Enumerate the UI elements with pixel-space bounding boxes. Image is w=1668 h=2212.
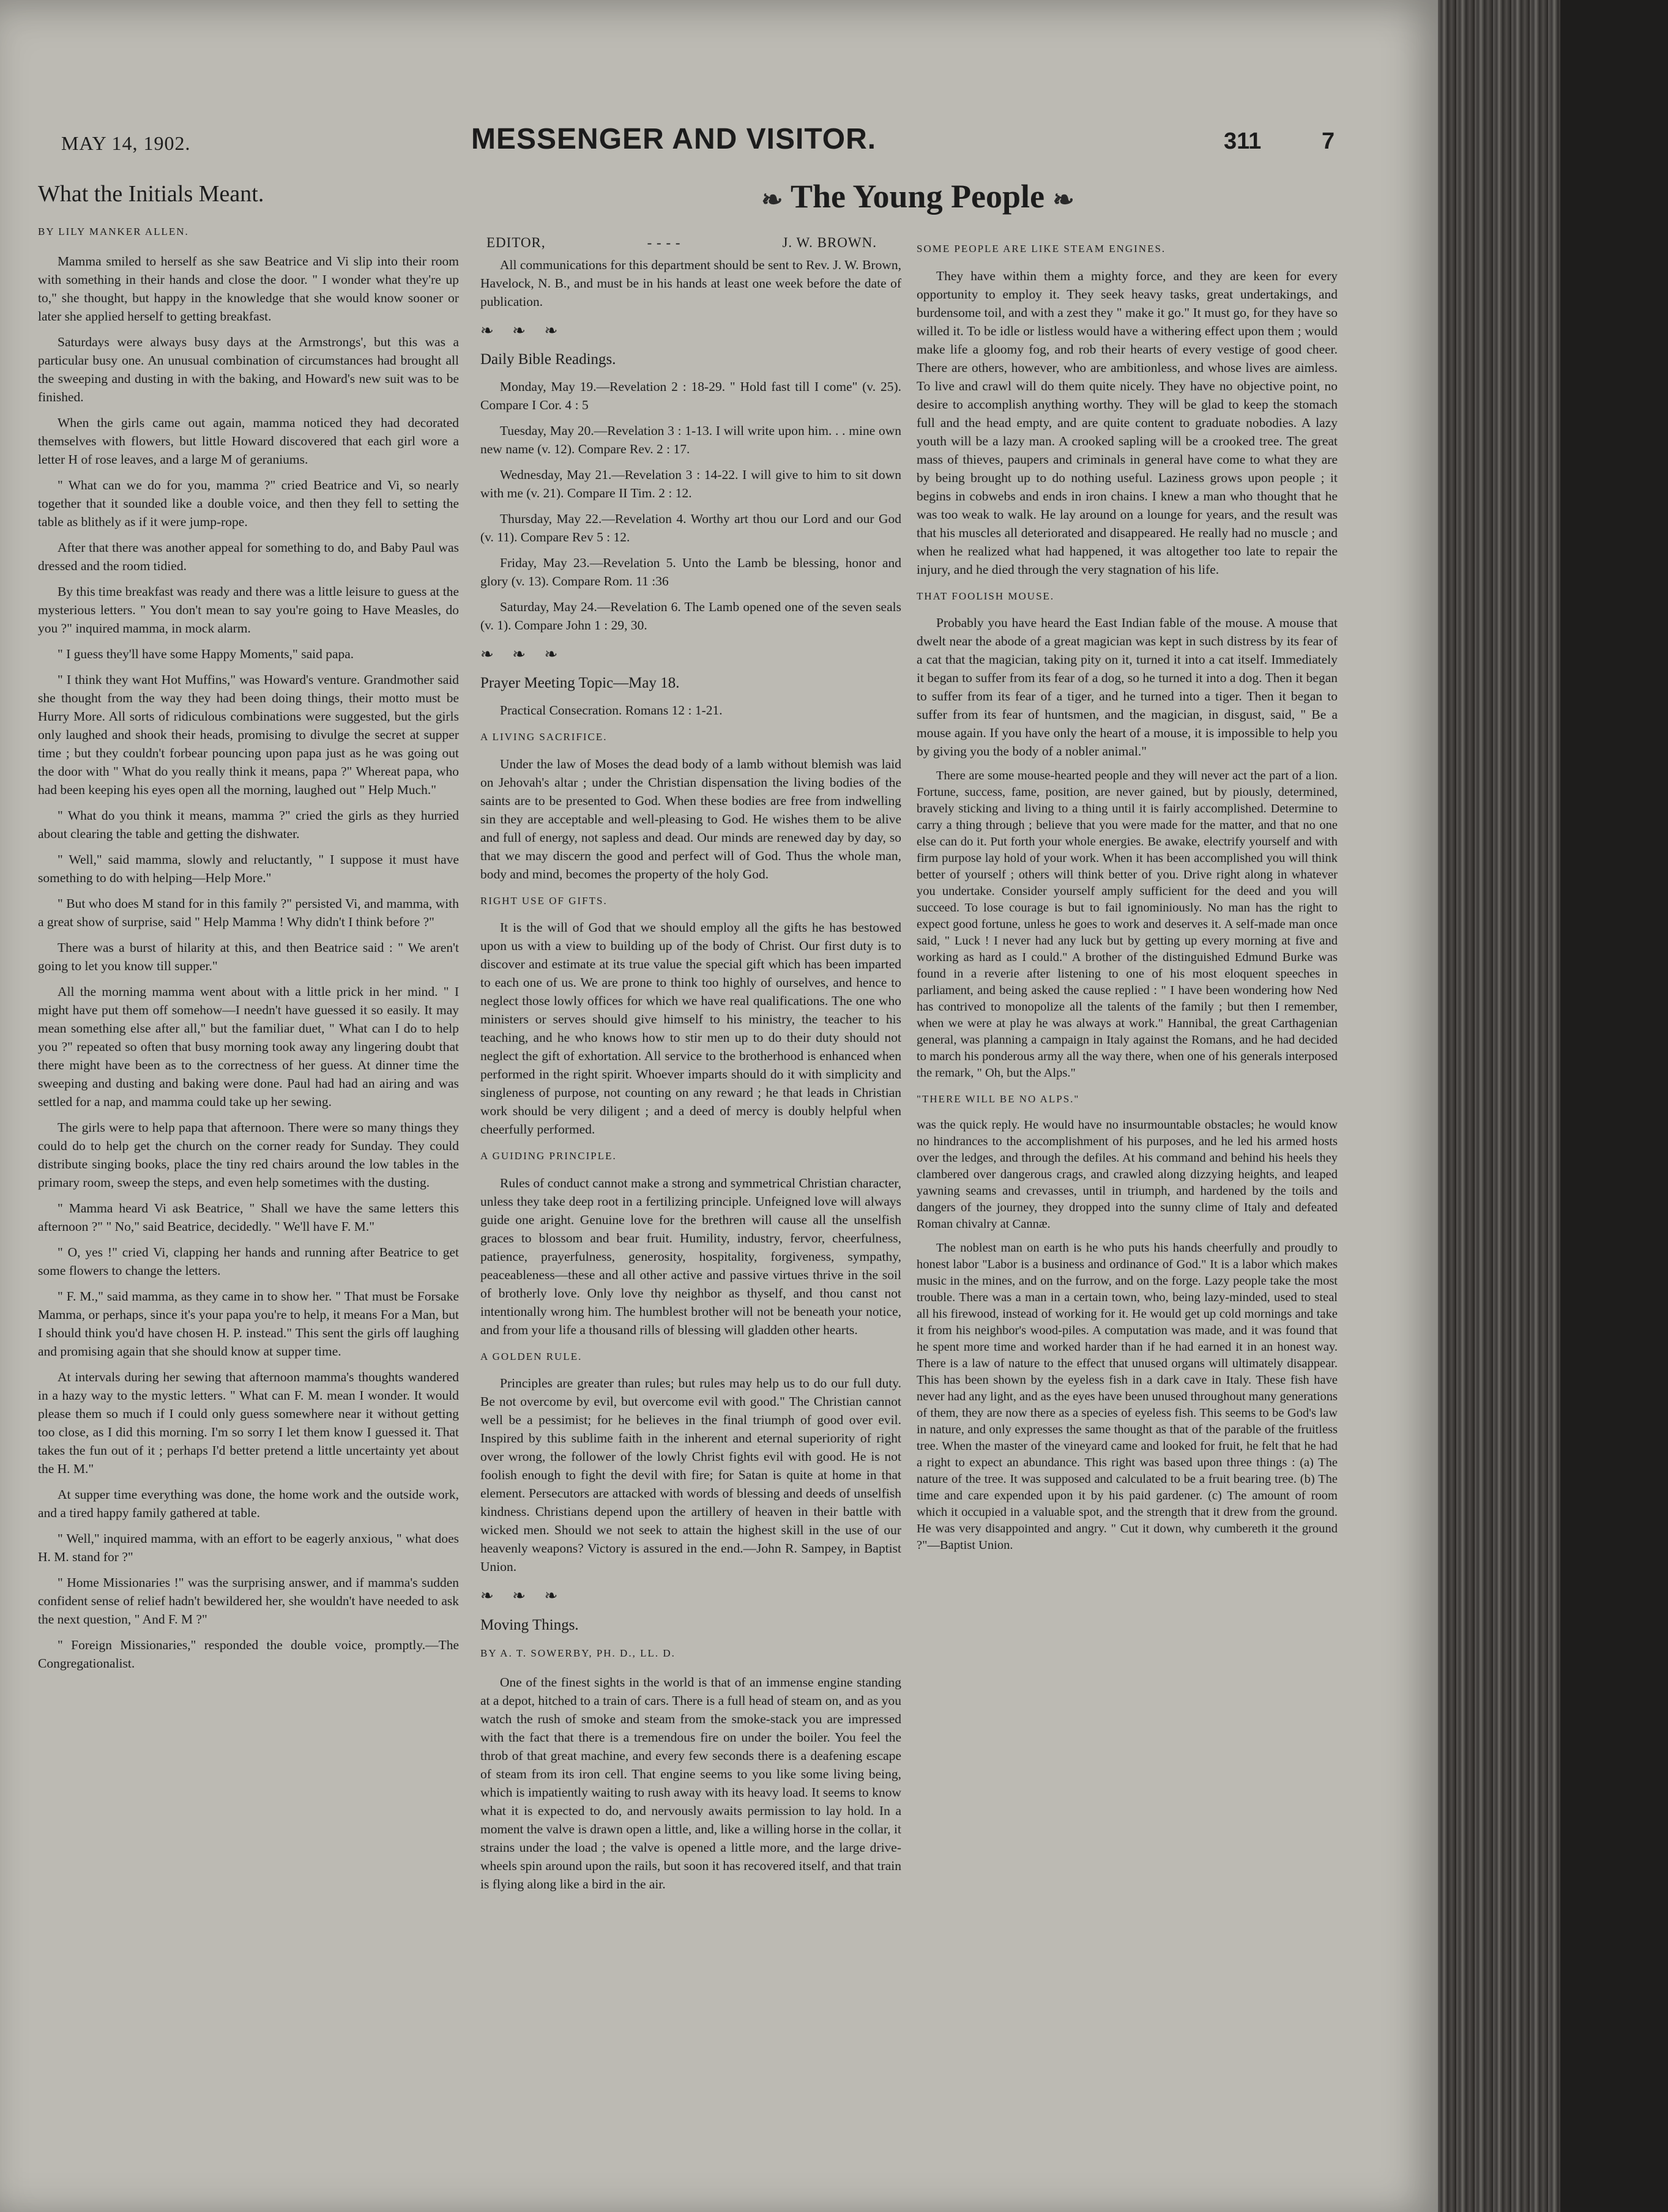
story-paragraph: " F. M.," said mamma, as they came in to show her. " That must be Forsake Mamma, or perhaps, since it's your papa you're to help, it means For a Man, but I should think you'd have chosen H. P. instead." This sent the girls off laughing and promising again that she should know at supper time.: [38, 1288, 459, 1359]
story-paragraph: " O, yes !" cried Vi, clapping her hands and running after Beatrice to get some flowers to change the letters.: [38, 1244, 459, 1278]
reading-item: Saturday, May 24.—Revelation 6. The Lamb opened one of the seven seals (v. 1). Compare John 1 : 29, 30.: [480, 599, 901, 633]
section-paragraph: Under the law of Moses the dead body of a lamb without blemish was laid on Jehovah's altar ; under the Christian dispensation the living bodies of the saints are to be presented to God. When these bodies are free from indwelling sin they are acceptable and well-pleasing to God. He wishes them to be alive and full of energy, not sapless and dead. Our minds are renewed day by day, so that we may discern the good and perfect will of God. Thus the whole man, body and mind, becomes the property of the holy God.: [480, 756, 901, 881]
section-heading: RIGHT USE OF GIFTS.: [480, 894, 608, 907]
column-young-people: [480, 232, 901, 1901]
intro-paragraph: All communications for this department should be sent to Rev. J. W. Brown, Havelock, N. B., and must be in his hands at least one week before the date of publication.: [480, 257, 901, 309]
reading-item: Tuesday, May 20.—Revelation 3 : 1-13. I will write upon him. . . mine own new name (v. 12). Compare Rev. 2 : 17.: [480, 423, 901, 456]
section-paragraph: Principles are greater than rules; but rules may help us to do our full duty. Be not overcome by evil, but overcome evil with good." The Christian cannot well be a pessimist; for he believes in the final triumph of good over evil. Inspired by this sublime faith in the inherent and eternal superiority of right over wrong, the follower of the lowly Christ fights evil with good. He is not foolish enough to fight the devil with fire; for Satan is quite at home in that element. Persecutors are attacked with words of blessing and deeds of unselfish kindness. Christians depend upon the artillery of heaven in their battle with wicked men. Should we not seek to attain the highest skill in the use of our heavenly weapons? Victory is assured in the end.—John R. Sampey, in Baptist Union.: [480, 1376, 901, 1575]
story-paragraph: " What can we do for you, mamma ?" cried Beatrice and Vi, so nearly together that it sounded like a double voice, and then they fell to setting the table as blithely as if it were jump-rope.: [38, 477, 459, 529]
prayer-title: Prayer Meeting Topic—May 18.: [480, 675, 680, 692]
column-continued: [917, 232, 1338, 1561]
column-story: [38, 177, 459, 1680]
section-paragraph: was the quick reply. He would have no insurmountable obstacles; he would know no hindrances to the accomplishment of his purposes, and he led his armed hosts over the ledges, and through the defiles. At his command and behind his heels they clambered over dangerous crags, and crawled along dizzying heights, and leaped yawning seams and crevasses, until in triumph, and hardened by the toils and dangers of the journey, they dropped into the sunny clime of Italy and defeated Roman chivalry at Cannæ.: [917, 1118, 1338, 1231]
reading-item: Friday, May 23.—Revelation 5. Unto the Lamb be blessing, honor and glory (v. 13). Compare Rom. 11 :36: [480, 555, 901, 588]
story-paragraph: " What do you think it means, mamma ?" cried the girls as they hurried about clearing the table and getting the dishwater.: [38, 807, 459, 841]
story-paragraph: " Foreign Missionaries," responded the double voice, promptly.—The Congregationalist.: [38, 1637, 459, 1671]
section-paragraph: They have within them a mighty force, and they are keen for every opportunity to employ it. They seek heavy tasks, great undertakings, and burdensome toil, and with a zest they " make it go." It must go, for they have so willed it. To be idle or listless would have a withering effect upon them ; would make life a gloomy fog, and rob their hearts of every vestige of good cheer. There are others, however, who are ambitionless, and whose lives are aimless. To live and crawl will do them quite nicely. They have no objective point, no desire to accomplish anything worthy. They will be glad to keep the stomach full and the head empty, and are quite content to graduate nobodies. A lazy youth will be a lazy man. A crooked sapling will be a crooked tree. The great mass of thieves, paupers and criminals in general have come to what they are by being brought up to do nothing useful. Laziness grows upon people ; it begins in cobwebs and ends in iron chains. I knew a man who thought that he was too weak to walk. He lay around on a lounge for years, and the result was that his muscles all deteriorated and disappeared. He really had no muscle ; and when he realized what had happened, it was altogether too late to repair the injury, and he died through the very stagnation of his life.: [917, 268, 1338, 577]
ornament-divider: ❧ ❧ ❧: [480, 1587, 565, 1605]
section-paragraph: Rules of conduct cannot make a strong and symmetrical Christian character, unless they take deep root in a fertilizing principle. Unfeigned love will always guide one aright. Genuine love for the brethren will cause all the unselfish graces to blossom and bear fruit. Humility, industry, fervor, cheerfulness, patience, prayerfulness, generosity, hospitality, forgiveness, sympathy, peaceableness—these and all other active and passive virtues thrive in the soil of brotherly love. Only love thy neighbor as thyself, and thou canst not intentionally wrong him. The humblest brother will not be beneath your notice, and from your life a thousand rills of blessing will gladden other hearts.: [480, 1175, 901, 1337]
section-heading: A GUIDING PRINCIPLE.: [480, 1150, 617, 1162]
prayer-subtitle: Practical Consecration. Romans 12 : 1-21.: [500, 702, 723, 718]
story-paragraph: Saturdays were always busy days at the Armstrongs', but this was a particular busy one. An unusual combination of circumstances had brought all the sweeping and dusting in with the baking, and Howard's new suit was to be finished.: [38, 334, 459, 404]
moving-things-byline: BY A. T. SOWERBY, PH. D., LL. D.: [480, 1647, 676, 1659]
section-heading: SOME PEOPLE ARE LIKE STEAM ENGINES.: [917, 243, 1166, 254]
young-people-title: The Young People: [790, 178, 1045, 215]
story-paragraph: After that there was another appeal for something to do, and Baby Paul was dressed and the room tidied.: [38, 540, 459, 573]
editor-label: EDITOR,: [486, 235, 546, 250]
book-edge: [1438, 0, 1668, 2212]
story-paragraph: " I guess they'll have some Happy Moments," said papa.: [58, 646, 354, 661]
section-heading: A GOLDEN RULE.: [480, 1350, 583, 1362]
section-paragraph: The noblest man on earth is he who puts his hands cheerfully and proudly to honest labor "Labor is a business and ordinance of God." It is a labor which makes music in the mines, and on the furrow, and on the forge. Lazy people take the most trouble. There was a man in a certain town, who, being lazy-minded, used to steal all his firewood, instead of working for it. He would get up cold mornings and take it from his neighbor's wood-piles. A computation was made, and it was found that he spent more time and worked harder than if he had earned it in an honest way. There is a law of nature to the effect that unused organs will ultimately disappear. This has been shown by the eyeless fish in a dark cave in Italy. These fish have never had any light, and as the eyes have been unused throughout many generations of them, they are now there as a species of eyeless fish. This seems to be God's law in nature, and only expresses the same thought as that of the parable of the fruitless tree. When the master of the vineyard came and looked for fruit, he felt that he had a right to expect an abundance. This right was based upon three things : (a) The nature of the tree. It was supposed and calculated to be a fruit bearing tree. (b) The time and care expended upon it by his paid gardener. (c) The amount of room which it occupied in a valuable spot, and the strength that it drew from the ground. He was very disappointed and angry. " Cut it down, why cumbereth it the ground ?"—Baptist Union.: [917, 1241, 1338, 1552]
story-paragraph: By this time breakfast was ready and there was a little leisure to guess at the mysterious letters. " You don't mean to say you're going to Have Measles, do you ?" inquired mamma, in mock alarm.: [38, 584, 459, 636]
page-number: 311: [1224, 128, 1262, 154]
masthead: MESSENGER AND VISITOR.: [471, 123, 877, 155]
story-paragraph: " Well," inquired mamma, with an effort to be eagerly anxious, " what does H. M. stand for ?": [38, 1531, 459, 1564]
section-paragraph: Probably you have heard the East Indian fable of the mouse. A mouse that dwelt near the abode of a great magician was kept in such distress by its fear of a cat that the magician, taking pity on it, turned it into a cat itself. Immediately it began to suffer from its fear of a dog, so he turned it into a dog. Then it began to suffer from its fear of a tiger, and he turned into a tiger. Then it began to suffer from its fear of huntsmen, and the magician, in disgust, said, " Be a mouse again. If you have only the heart of a mouse, it is impossible to help you by giving you the body of a nobler animal.": [917, 615, 1338, 759]
reading-item: Wednesday, May 21.—Revelation 3 : 14-22. I will give to him to sit down with me (v. 21). Compare II Tim. 2 : 12.: [480, 467, 901, 500]
young-people-heading: [722, 177, 1114, 215]
story-paragraph: " I think they want Hot Muffins," was Howard's venture. Grandmother said she thought from the way they had been doing things, their motto must be Hurry More. All sorts of ridiculous combinations were suggested, but the girls only laughed and shook their heads, promising to divulge the secret at supper time ; but they couldn't forbear pouncing upon papa just as he was going out the door with " What do you really think it means, papa ?" Whereat papa, who had been keeping his eyes open all the morning, laughed out " Help Much.": [38, 672, 459, 797]
story-paragraph: Mamma smiled to herself as she saw Beatrice and Vi slip into their room with something in their hands and close the door. " I wonder what they're up to," she thought, but happy in the knowledge that she would know sooner or later she applied herself to getting breakfast.: [38, 253, 459, 324]
story-byline: BY LILY MANKER ALLEN.: [38, 226, 189, 237]
moving-things-paragraph: One of the finest sights in the world is that of an immense engine standing at a depot, hitched to a train of cars. There is a full head of steam on, and as you watch the rush of smoke and steam from the smoke-stack you are impressed with the fact that there is a tremendous fire on under the boiler. You feel the throb of that great machine, and every few seconds there is a deafening escape of steam from its iron cell. That engine seems to you like some living being, which is impatiently waiting to rush away with its heavy load. It seems to know what it is expected to do, and nervously awaits permission to lay hold. In a moment the valve is drawn open a little, and, like a willing horse in the collar, it strains under the load ; the valve is opened a little more, and the large drive-wheels spin around upon the rails, but soon it has recovered itself, and that train is flying along like a bird in the air.: [480, 1675, 901, 1892]
ornament-divider: ❧ ❧ ❧: [480, 645, 565, 663]
story-paragraph: " Mamma heard Vi ask Beatrice, " Shall we have the same letters this afternoon ?" " No," said Beatrice, decidedly. " We'll have F. M.": [38, 1200, 459, 1234]
story-paragraph: When the girls came out again, mamma noticed they had decorated themselves with flowers, but little Howard discovered that each girl wore a letter H of rose leaves, and a large M of geraniums.: [38, 415, 459, 467]
story-paragraph: " Home Missionaries !" was the surprising answer, and if mamma's sudden confident sense of relief hadn't bewildered her, she wouldn't have needed to ask the next question, " And F. M ?": [38, 1575, 459, 1627]
story-paragraph: " Well," said mamma, slowly and reluctantly, " I suppose it must have something to do with helping—Help More.": [38, 852, 459, 885]
section-heading: A LIVING SACRIFICE.: [480, 730, 608, 743]
moving-things-title: Moving Things.: [480, 1616, 579, 1633]
story-paragraph: All the morning mamma went about with a little prick in her mind. " I might have put them off somehow—I needn't have guessed it so easily. It may mean something else after all," but the familiar duet, " What can I do to help you ?" repeated so often that busy morning took away any lingering doubt that there might have been as to the correctness of her guess. At dinner time the sweeping and dusting and baking were done. Paul had had an airing and was settled for a nap, and mamma could take up her sewing.: [38, 984, 459, 1109]
story-paragraph: At supper time everything was done, the home work and the outside work, and a tired happy family gathered at table.: [38, 1486, 459, 1520]
fleuron-left-icon: ❧: [761, 186, 783, 215]
ornament-divider: ❧ ❧ ❧: [480, 321, 565, 340]
page-header: [61, 122, 1395, 159]
story-title: What the Initials Meant.: [38, 181, 264, 207]
reading-item: Monday, May 19.—Revelation 2 : 18-29. " Hold fast till I come" (v. 25). Compare I Cor. 4 : 5: [480, 379, 901, 412]
story-paragraph: At intervals during her sewing that afternoon mamma's thoughts wandered in a hazy way to the mystic letters. " What can F. M. mean I wonder. It would please them so much if I could only guess somewhere near it without getting too close, as I did this morning. I'm so sorry I let them know I guessed it. That takes the fun out of it ; perhaps I'd better pretend a little uncertainty yet about the H. M.": [38, 1369, 459, 1476]
page-number-alt: 7: [1322, 128, 1335, 154]
story-paragraph: There was a burst of hilarity at this, and then Beatrice said : " We aren't going to let you know till supper.": [38, 940, 459, 973]
fleuron-right-icon: ❧: [1052, 186, 1074, 215]
editor-name: J. W. BROWN.: [782, 235, 877, 250]
editor-dashes: - - - -: [647, 235, 681, 250]
story-paragraph: " But who does M stand for in this family ?" persisted Vi, and mamma, with a great show of surprise, said " Help Mamma ! Why didn't I think before ?": [38, 896, 459, 929]
readings-title: Daily Bible Readings.: [480, 351, 616, 368]
editor-line: [480, 232, 901, 253]
story-paragraph: The girls were to help papa that afternoon. There were so many things they could do to help get the church on the corner ready for Sunday. They could distribute singing books, place the tiny red chairs around the low tables in the primary room, sweep the steps, and even help sometimes with the dusting.: [38, 1119, 459, 1190]
issue-date: MAY 14, 1902.: [61, 132, 191, 154]
section-heading: "THERE WILL BE NO ALPS.": [917, 1093, 1080, 1105]
reading-item: Thursday, May 22.—Revelation 4. Worthy art thou our Lord and our God (v. 11). Compare Rev 5 : 12.: [480, 511, 901, 544]
section-paragraph: It is the will of God that we should employ all the gifts he has bestowed upon us with a view to building up of the body of Christ. Our first duty is to discover and estimate at its true value the special gift which has been imparted to each one of us. We are prone to think too highly of ourselves, and hence to neglect those lowly offices for which we have real qualifications. The one who ministers or serves should give himself to his ministry, the teacher to his teaching, and he who knows how to stir men up to do their duty should not neglect the gift of exhortation. All service to the brotherhood is enhanced when performed in the right spirit. Whoever imparts should do it with simplicity and singleness of purpose, not counting on any reward ; he that leads in Christian work should be very diligent ; and a deed of mercy is doubly helpful when cheerfully performed.: [480, 920, 901, 1137]
section-heading: THAT FOOLISH MOUSE.: [917, 590, 1055, 602]
section-paragraph: There are some mouse-hearted people and they will never act the part of a lion. Fortune, success, fame, position, are never gained, but by piously, determined, bravely sticking and living to a thing until it is fairly accomplished. Determine to carry a thing through ; believe that you were made for the matter, and that no one else can do it. Put forth your whole energies. Be awake, electrify yourself and with firm purpose lay hold of your work. When it has been accomplished you will think better of yourself ; others will think better of you. Drive right along in whatever you undertake. Consider yourself amply sufficient for the deed and you will succeed. To lose courage is but to fail ignominiously. No man has the right to expect good fortune, unless he goes to work and deserves it. A self-made man once said, " Luck ! I never had any luck but by getting up every morning at five and working as hard as I could." A brother of the distinguished Edmund Burke was found in a reverie after listening to one of his most eloquent speeches in parliament, and being asked the cause replied : " I have been wondering how Ned has contrived to monopolize all the talents of the family ; but then I remember, when we were at play he was always at work." Hannibal, the great Carthagenian general, was planning a campaign in Italy against the Romans, and he had decided to march his ponderous army all the way there, when one of his generals interposed the remark, " Oh, but the Alps.": [917, 769, 1338, 1080]
